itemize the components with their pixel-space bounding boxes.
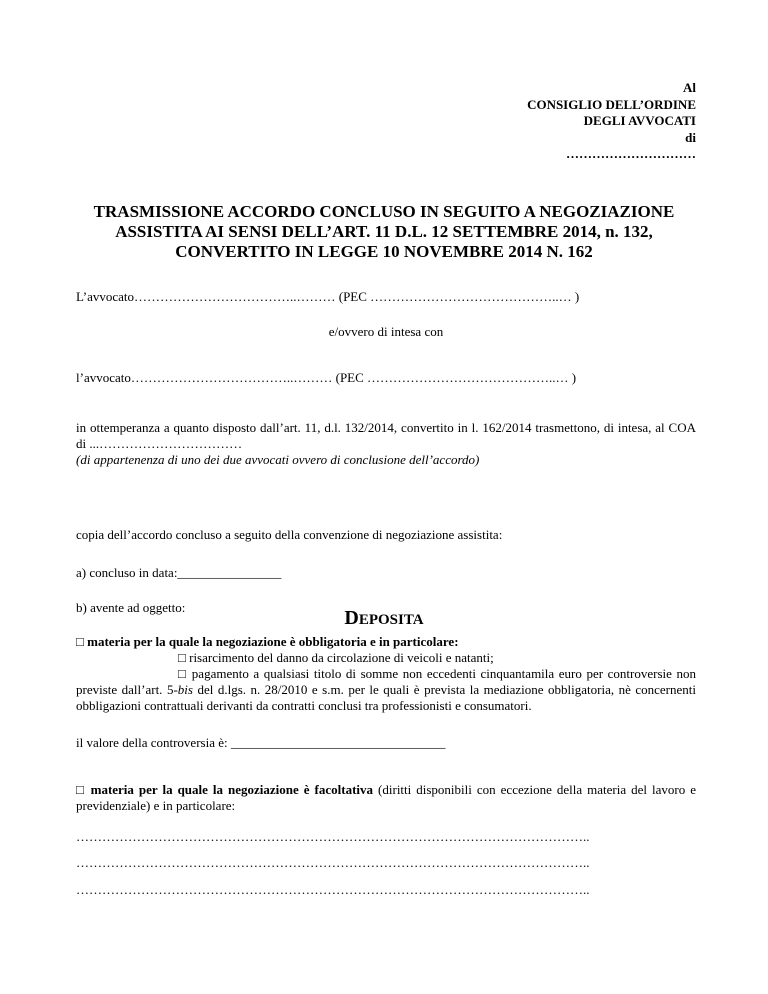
- checkbox-icon[interactable]: □: [76, 634, 84, 649]
- obbligatoria-heading: [76, 634, 696, 650]
- deposita-initial: D: [344, 607, 359, 629]
- address-line: Al: [683, 80, 696, 95]
- checkbox-icon[interactable]: □: [76, 782, 86, 797]
- deposita-rest: EPOSITA: [358, 612, 424, 628]
- concluso-data-line: a) concluso in data:________________: [76, 565, 282, 580]
- obbligatoria-heading-text: materia per la quale la negoziazione è obbligatoria e in particolare:: [87, 634, 459, 649]
- ottemperanza-paragraph: [76, 420, 696, 468]
- facoltativa-text: (diritti disponibili con eccezione della materia del lavoro e previdenziale) e in particolare:: [76, 782, 696, 813]
- fill-in-line: ………………………………………………………………………………………………………..: [76, 829, 590, 844]
- item-2-bis: bis: [177, 682, 193, 697]
- address-line: DEGLI AVVOCATI: [583, 113, 696, 128]
- item-2-text-b: del d.lgs. n. 28/2010 e s.m. per le quali è prevista la mediazione obbligatoria, nè concernenti obbligazioni contrattuali derivanti da contratti conclusi tra professionisti e consumatori.: [76, 682, 696, 713]
- checkbox-icon[interactable]: □: [178, 650, 186, 665]
- item-2-text-a: pagamento a qualsiasi titolo di somme non eccedenti cinquantamila euro per controversie non previste dall’art. 5-: [76, 666, 696, 697]
- valore-line: il valore della controversia è: _________________________________: [76, 735, 446, 750]
- address-line: di: [685, 129, 696, 145]
- ottemperanza-text: in ottemperanza a quanto disposto dall’art. 11, d.l. 132/2014, convertito in l. 162/2014 trasmettono, di intesa, al COA di ...……………………………: [76, 420, 696, 451]
- title-line: CONVERTITO IN LEGGE 10 NOVEMBRE 2014 N. 162: [175, 242, 593, 261]
- checkbox-icon[interactable]: □: [178, 666, 188, 681]
- lawyer-2-line: l’avvocato………………………………..……… (PEC ……………………………………..… ): [76, 370, 577, 385]
- recipient-address: [527, 80, 696, 163]
- fill-in-line: ………………………………………………………………………………………………………..: [76, 882, 590, 897]
- fill-in-line: ………………………………………………………………………………………………………..: [76, 855, 590, 870]
- facoltativa-section: [76, 782, 696, 814]
- facoltativa-heading: materia per la quale la negoziazione è facoltativa: [90, 782, 374, 797]
- document-title: [60, 202, 708, 262]
- obbligatoria-section: [76, 634, 696, 714]
- lawyer-1-line: L’avvocato………………………………..……… (PEC ……………………………………..… ): [76, 289, 580, 304]
- item-1-text: risarcimento del danno da circolazione di veicoli e natanti;: [189, 650, 494, 665]
- title-line: ASSISTITA AI SENSI DELL’ART. 11 D.L. 12 SETTEMBRE 2014, n. 132,: [115, 222, 653, 241]
- address-line: CONSIGLIO DELL’ORDINE: [527, 96, 696, 112]
- title-line: TRASMISSIONE ACCORDO CONCLUSO IN SEGUITO A NEGOZIAZIONE: [93, 202, 675, 221]
- oggetto-line: b) avente ad oggetto:: [76, 600, 186, 615]
- address-line: …………………………: [566, 146, 696, 161]
- ottemperanza-note: (di appartenenza di uno dei due avvocati ovvero di conclusione dell’accordo): [76, 452, 480, 467]
- obbligatoria-item-2: [76, 666, 696, 714]
- obbligatoria-item-1: [76, 650, 696, 666]
- copia-line: copia dell’accordo concluso a seguito della convenzione di negoziazione assistita:: [76, 527, 503, 542]
- intesa-line: e/ovvero di intesa con: [328, 324, 444, 339]
